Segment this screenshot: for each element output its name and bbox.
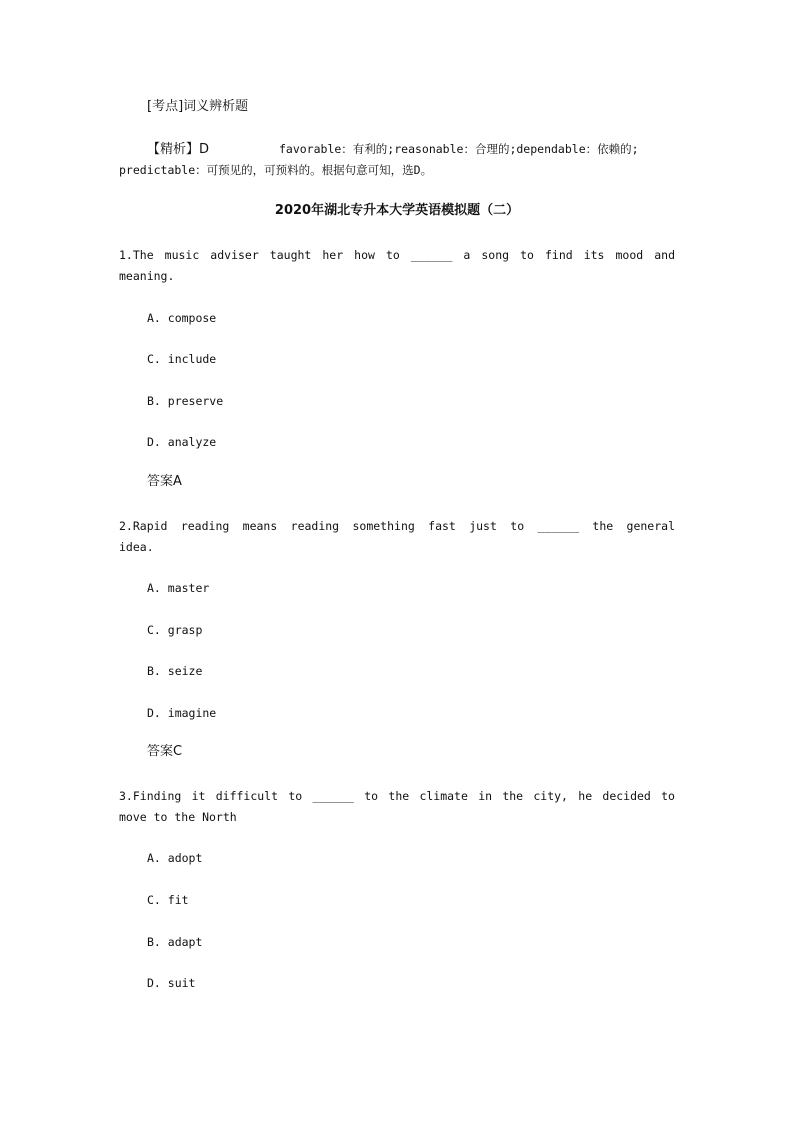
question-2-answer: 答案C xyxy=(147,744,183,759)
question-2-option-c: C. grasp xyxy=(147,623,203,637)
question-3-option-d: D. suit xyxy=(147,976,196,990)
question-3-option-b: B. adapt xyxy=(147,935,203,949)
question-3-stem-line-2: move to the North xyxy=(119,810,237,824)
question-1-stem-line-2: meaning. xyxy=(119,269,175,283)
question-1-option-c: C. include xyxy=(147,352,217,366)
jingxi-label: 【精析】D xyxy=(147,142,210,157)
question-1-option-b: B. preserve xyxy=(147,394,224,408)
jingxi-text-1: favorable：有利的;reasonable：合理的;dependable：依赖的; xyxy=(278,142,639,156)
jingxi-line-1 xyxy=(147,139,675,160)
question-3-option-c: C. fit xyxy=(147,893,189,907)
question-1-stem-line-1: 1.The music adviser taught her how to ______ a song to find its mood and xyxy=(119,248,675,262)
question-3-stem-line-1: 3.Finding it difficult to ______ to the climate in the city, he decided to xyxy=(119,789,675,803)
question-1-option-d: D. analyze xyxy=(147,435,217,449)
question-2-stem-line-2: idea. xyxy=(119,540,154,554)
kaodian-line: [考点]词义辨析题 xyxy=(147,99,249,114)
section-title: 2020年湖北专升本大学英语模拟题（二） xyxy=(274,203,520,218)
question-2-option-a: A. master xyxy=(147,581,210,595)
question-2-stem-line-1: 2.Rapid reading means reading something fast just to ______ the general xyxy=(119,519,675,533)
question-1-option-a: A. compose xyxy=(147,311,217,325)
question-2-option-d: D. imagine xyxy=(147,706,217,720)
question-2-option-b: B. seize xyxy=(147,664,203,678)
question-1-answer: 答案A xyxy=(147,474,182,489)
question-3-option-a: A. adopt xyxy=(147,851,203,865)
jingxi-line-2: predictable：可预见的，可预料的。根据句意可知，选D。 xyxy=(119,163,433,177)
